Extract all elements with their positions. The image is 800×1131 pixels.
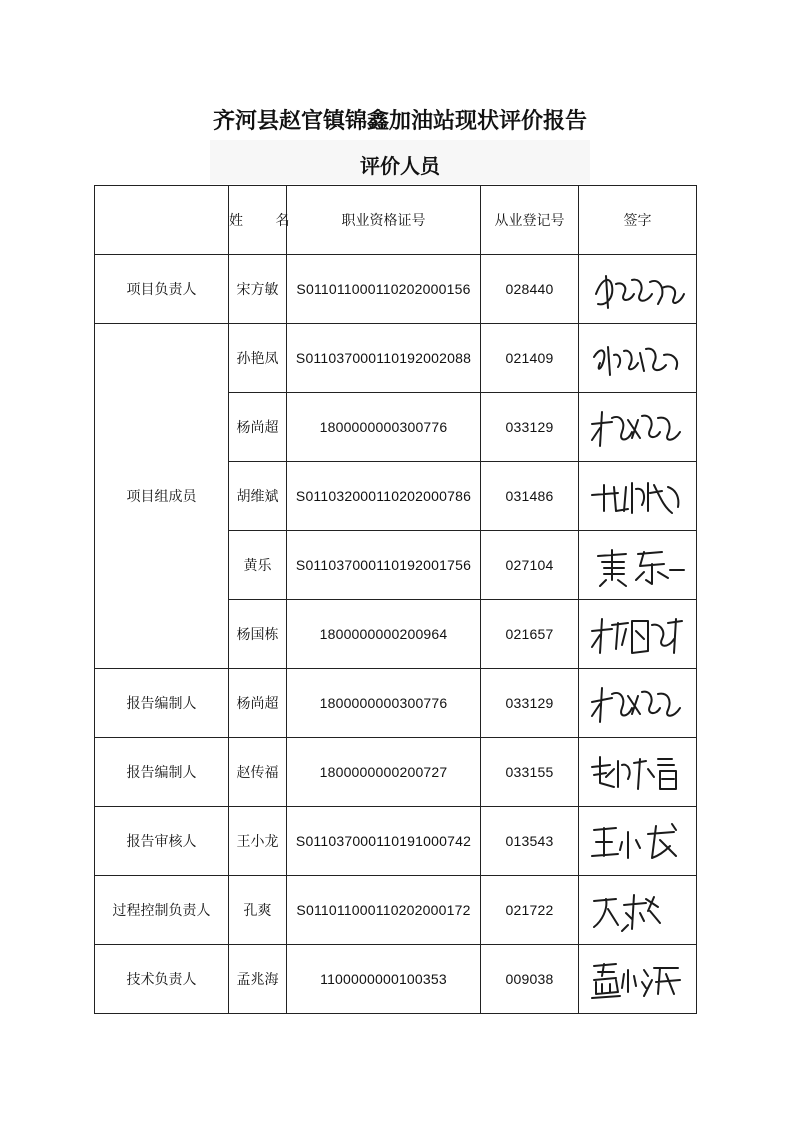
reg-cell: 033155 (481, 738, 579, 807)
signature-cell (579, 807, 697, 876)
signature-cell (579, 255, 697, 324)
role-cell: 项目负责人 (95, 255, 229, 324)
name-cell: 杨国栋 (229, 600, 287, 669)
name-cell: 黄乐 (229, 531, 287, 600)
role-cell: 技术负责人 (95, 945, 229, 1014)
reg-cell: 021657 (481, 600, 579, 669)
cert-cell: S011011000110202000156 (287, 255, 481, 324)
header-cert: 职业资格证号 (287, 186, 481, 255)
reg-cell: 031486 (481, 462, 579, 531)
signature-image (588, 402, 688, 452)
cert-cell: S011032000110202000786 (287, 462, 481, 531)
header-sign: 签字 (579, 186, 697, 255)
role-cell: 报告审核人 (95, 807, 229, 876)
name-cell: 杨尚超 (229, 669, 287, 738)
cert-cell: S011037000110191000742 (287, 807, 481, 876)
role-cell: 报告编制人 (95, 738, 229, 807)
cert-cell: 1800000000200964 (287, 600, 481, 669)
reg-cell: 021409 (481, 324, 579, 393)
signature-cell (579, 393, 697, 462)
signature-image (588, 678, 688, 728)
signature-cell (579, 462, 697, 531)
table-row (95, 945, 697, 1014)
name-cell: 杨尚超 (229, 393, 287, 462)
name-cell: 孙艳凤 (229, 324, 287, 393)
section-subtitle: 评价人员 (360, 154, 440, 178)
header-name (229, 186, 304, 255)
table-row (95, 807, 697, 876)
reg-cell: 013543 (481, 807, 579, 876)
signature-cell (579, 876, 697, 945)
header-reg: 从业登记号 (481, 186, 579, 255)
table-row (95, 738, 697, 807)
signature-image (588, 747, 688, 797)
name-cell: 孟兆海 (229, 945, 287, 1014)
reg-cell: 028440 (481, 255, 579, 324)
cert-cell: 1800000000200727 (287, 738, 481, 807)
cert-cell: 1100000000100353 (287, 945, 481, 1014)
signature-image (588, 954, 688, 1004)
signature-image (588, 609, 688, 659)
reg-cell: 009038 (481, 945, 579, 1014)
signature-image (588, 264, 688, 314)
cert-cell: S011037000110192002088 (287, 324, 481, 393)
signature-cell (579, 738, 697, 807)
role-cell: 项目组成员 (95, 324, 229, 669)
signature-cell (579, 600, 697, 669)
name-cell: 宋方敏 (229, 255, 287, 324)
cert-cell: 1800000000300776 (287, 669, 481, 738)
reg-cell: 033129 (481, 669, 579, 738)
staff-table (94, 185, 697, 1014)
signature-image (588, 471, 688, 521)
table-row (95, 876, 697, 945)
table-row (95, 669, 697, 738)
name-cell: 王小龙 (229, 807, 287, 876)
cert-cell: 1800000000300776 (287, 393, 481, 462)
signature-image (588, 333, 688, 383)
reg-cell: 021722 (481, 876, 579, 945)
cert-cell: S011037000110192001756 (287, 531, 481, 600)
header-role-cell (95, 186, 229, 255)
name-cell: 赵传福 (229, 738, 287, 807)
role-cell: 过程控制负责人 (95, 876, 229, 945)
name-cell: 孔爽 (229, 876, 287, 945)
signature-cell (579, 531, 697, 600)
signature-cell (579, 324, 697, 393)
header-name-label: 姓 名 (229, 213, 304, 229)
cert-cell: S011011000110202000172 (287, 876, 481, 945)
role-cell: 报告编制人 (95, 669, 229, 738)
signature-cell (579, 669, 697, 738)
report-title: 齐河县赵官镇锦鑫加油站现状评价报告 (212, 108, 587, 134)
reg-cell: 027104 (481, 531, 579, 600)
signature-image (588, 540, 688, 590)
reg-cell: 033129 (481, 393, 579, 462)
table-header-row (95, 186, 697, 255)
signature-image (588, 885, 688, 935)
name-cell: 胡维斌 (229, 462, 287, 531)
signature-image (588, 816, 688, 866)
signature-cell (579, 945, 697, 1014)
table-row (95, 255, 697, 324)
table-row (95, 324, 697, 393)
